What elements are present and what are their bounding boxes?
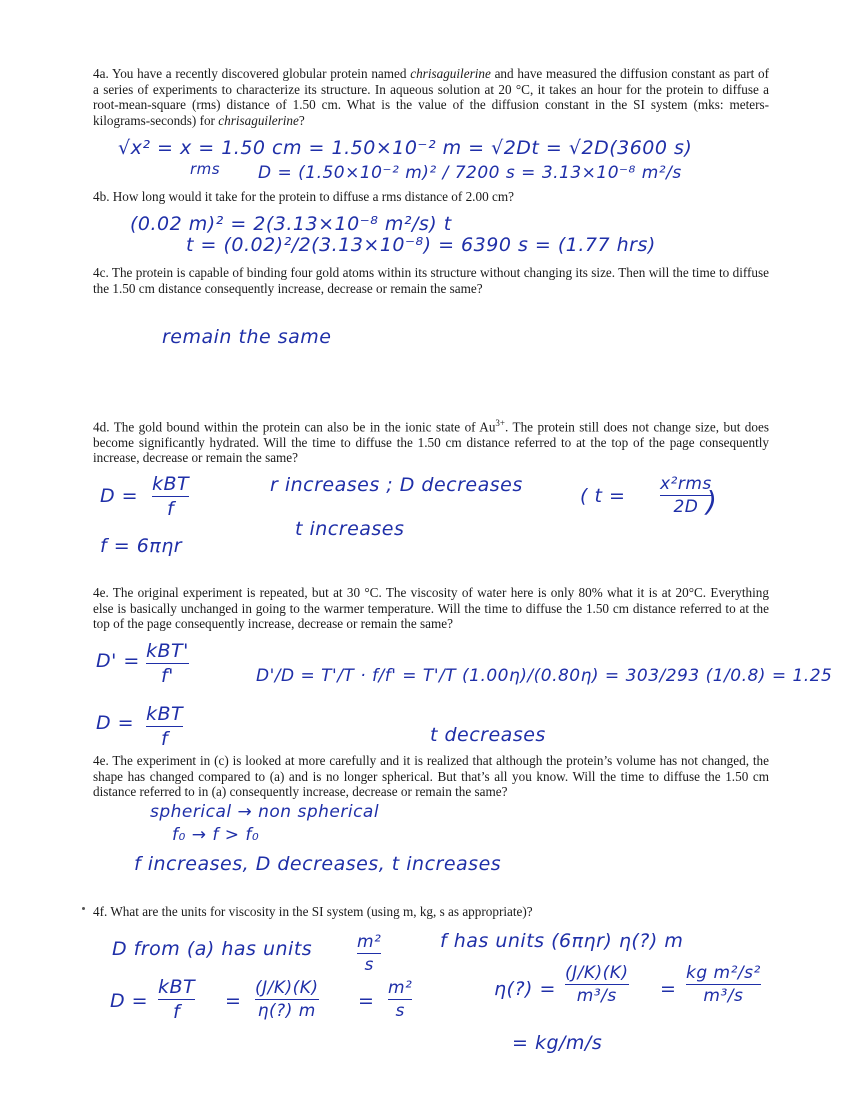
answer-4f-kbt-frac: kBT f	[158, 976, 196, 1023]
answer-4e-ratio: D'/D = T'/T · f/f' = T'/T (1.00η)/(0.80η) = 303/293 (1/0.8) = 1.25	[256, 666, 833, 686]
answer-4b-line1: (0.02 m)² = 2(3.13×10⁻⁸ m²/s) t	[130, 213, 452, 235]
answer-4f-m2s: m² s	[357, 932, 382, 975]
answer-4f-eta-frac: (J/K)(K) m³/s	[565, 963, 629, 1006]
equals-sign: =	[225, 990, 242, 1012]
answer-4d-t-frac: x²rms 2D	[660, 474, 712, 517]
protein-name: chrisaguilerine	[410, 66, 491, 81]
answer-4a-rms-subscript: rms	[190, 160, 221, 178]
answer-4d-r-increases: r increases ; D decreases	[270, 474, 523, 496]
answer-4e-D-frac: kBT f	[146, 703, 184, 750]
answer-4f-m2s-2: m² s	[388, 978, 413, 1021]
answer-4e-Dprime: D' =	[96, 650, 140, 672]
equals-sign: =	[660, 978, 677, 1000]
question-4a: 4a. You have a recently discovered globular protein named chrisaguilerine and have measured the diffusion constant as part of a series of experiments to characterize its structure. In aqueous solution at 20 °C, it takes an hour for the protein to diffuse a root-mean-square (rms) distance of 1.50 cm. What is the value of the diffusion constant in the SI system (mks: meters-kilograms-seconds) for chrisaguilerine?	[93, 66, 769, 128]
question-4b: 4b. How long would it take for the protein to diffuse a rms distance of 2.00 cm?	[93, 189, 514, 204]
question-4e-shape: 4e. The experiment in (c) is looked at more carefully and it is realized that although the protein’s volume has not changed, the shape has changed compared to (a) and is no longer spherical. But that’s all you know. Will the time to diffuse the 1.50 cm distance referred to in (a) consequently increase, decrease or remain the same?	[93, 753, 769, 799]
bullet-dot	[82, 907, 85, 910]
answer-4e-conclusion: f increases, D decreases, t increases	[134, 853, 502, 875]
answer-4c: remain the same	[162, 326, 332, 348]
protein-name: chrisaguilerine	[218, 112, 299, 128]
answer-4a-line1: √x² = x = 1.50 cm = 1.50×10⁻² m = √2Dt = √2D(3600 s)	[118, 137, 693, 159]
answer-4a-line2: D = (1.50×10⁻² m)² / 7200 s = 3.13×10⁻⁸ m²/s	[258, 163, 682, 183]
answer-4d-D: D =	[100, 485, 139, 507]
answer-4d-t-increases: t increases	[295, 518, 405, 540]
question-4f: 4f. What are the units for viscosity in the SI system (using m, kg, s as appropriate)?	[93, 904, 533, 919]
answer-4f-D-units: D from (a) has units	[112, 938, 313, 960]
answer-4f-kg-frac: kg m²/s² m³/s	[686, 963, 761, 1006]
answer-4e-t-decreases: t decreases	[430, 724, 546, 746]
answer-4d-friction: f = 6πηr	[100, 535, 183, 557]
answer-4e-f0: f₀ → f > f₀	[172, 825, 260, 845]
answer-4d-t-eq: ( t =	[580, 485, 626, 507]
answer-4f-eta: η(?) =	[494, 978, 556, 1000]
answer-4f-units-frac: (J/K)(K) η(?) m	[255, 978, 319, 1021]
answer-4e-Dprime-frac: kBT' f'	[146, 640, 189, 687]
answer-4e-D: D =	[96, 712, 135, 734]
answer-4f-f-units: f has units (6πηr) η(?) m	[440, 930, 684, 952]
question-4e-temperature: 4e. The original experiment is repeated, but at 30 °C. The viscosity of water here is only 80% what it is at 20°C. Everything else is basically unchanged in going to the warmer temperature. Will the time to diffuse the 1.50 cm distance referred to at the top of the page consequently increase, decrease or remain the same?	[93, 585, 769, 631]
answer-4e-spherical: spherical → non spherical	[150, 802, 380, 822]
question-4d: 4d. The gold bound within the protein can also be in the ionic state of $Au^{3+}$. The protein still does not change size, but does become significantly hydrated. Will the time to diffuse the 1.50 cm distance referred to at the top of the page consequently increase, decrease or remain the same?	[93, 418, 769, 466]
answer-4d-paren: )	[706, 485, 718, 518]
answer-4f-D-eq: D =	[110, 990, 149, 1012]
question-4c: 4c. The protein is capable of binding four gold atoms within its structure without changing its size. Then will the time to diffuse the 1.50 cm distance consequently increase, decrease or remain the same?	[93, 265, 769, 296]
equals-sign: =	[358, 990, 375, 1012]
answer-4f-final: = kg/m/s	[512, 1032, 603, 1054]
answer-4d-frac: kBT f	[152, 473, 190, 520]
answer-4b-line2: t = (0.02)²/2(3.13×10⁻⁸) = 6390 s = (1.77 hrs)	[186, 234, 656, 256]
